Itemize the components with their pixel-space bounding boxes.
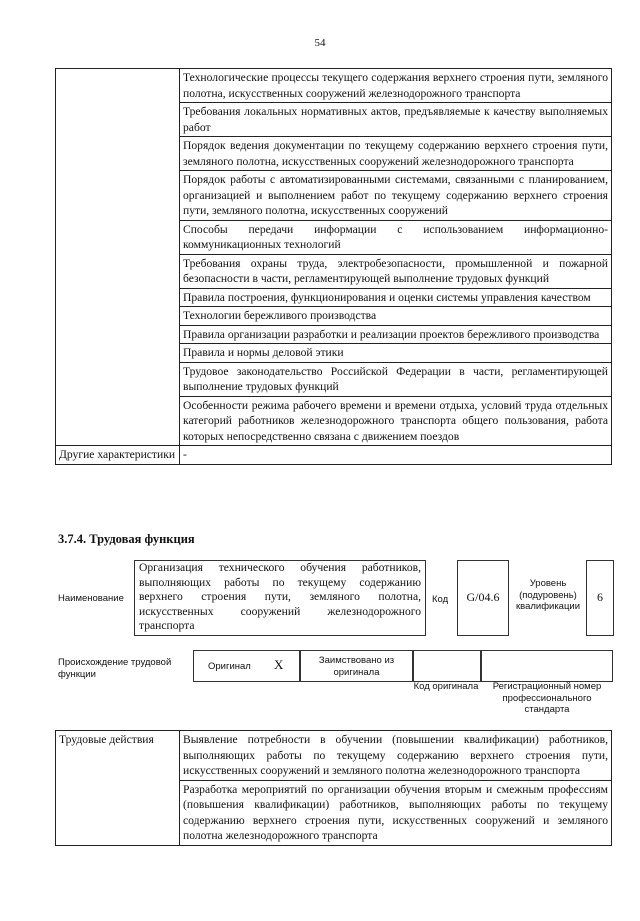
- knowledge-item: Требования охраны труда, электробезопасности, промышленной и пожарной безопасности в части, регламентирующей выполнение трудовых функций: [180, 254, 612, 288]
- borrowed-label: Заимствовано из оригинала: [318, 655, 395, 678]
- code-value: G/04.6: [466, 590, 500, 604]
- table-row: [56, 731, 612, 781]
- original-cell: [193, 650, 301, 682]
- code-box: [457, 560, 509, 636]
- knowledge-item: Трудовое законодательство Российской Федерации в части, регламентирующей выполнение трудовых функций: [180, 362, 612, 396]
- knowledge-item: Правила и нормы деловой этики: [180, 344, 612, 363]
- name-label: Наименование: [58, 593, 124, 604]
- original-label: Оригинал: [208, 661, 251, 672]
- page-number: 54: [314, 37, 326, 49]
- origin-label: Происхождение трудовой функции: [58, 657, 172, 680]
- table-row: [56, 446, 612, 465]
- actions-table: [55, 730, 612, 846]
- other-characteristics-value: -: [180, 446, 612, 465]
- knowledge-item: Порядок ведения документации по текущему содержанию верхнего строения пути, земляного полотна, искусственных сооружений железнодорожного транспорта: [180, 137, 612, 171]
- table-row: [56, 69, 612, 103]
- section-title: 3.7.4. Трудовая функция: [58, 532, 195, 546]
- actions-label: Трудовые действия: [56, 731, 180, 846]
- reg-number-caption: Регистрационный номер профессионального стандарта: [492, 681, 602, 715]
- knowledge-item: Способы передачи информации с использованием информационно-коммуникационных технологий: [180, 220, 612, 254]
- reg-number-cell: [480, 650, 613, 682]
- code-label: Код: [432, 594, 449, 605]
- level-box: [586, 560, 614, 636]
- function-name: Организация технического обучения работников, выполняющих работы по текущему содержанию верхнего строения пути, земляного полотна, искусственных сооружений железнодорожного транспорта: [139, 561, 421, 632]
- code-original-caption: Код оригинала: [413, 681, 479, 692]
- knowledge-item: Технологии бережливого производства: [180, 307, 612, 326]
- level-label: Уровень (подуровень) квалификации: [515, 578, 581, 612]
- knowledge-item: Правила построения, функционирования и оценки системы управления качеством: [180, 288, 612, 307]
- borrowed-cell: [299, 650, 414, 682]
- other-characteristics-label: Другие характеристики: [56, 446, 180, 465]
- level-value: 6: [597, 590, 603, 604]
- action-item: Разработка мероприятий по организации обучения вторым и смежным профессиям (повышения квалификации) работников, выполняющих работы по текущему содержанию верхнего строения пути, искусственных сооружений и земляного полотна железнодорожного транспорта: [180, 780, 612, 845]
- knowledge-table: [55, 68, 612, 465]
- origin-row: [193, 650, 612, 682]
- knowledge-item: Требования локальных нормативных актов, предъявляемые к качеству выполняемых работ: [180, 103, 612, 137]
- action-item: Выявление потребности в обучении (повышении квалификации) работников, выполняющих работы по текущему содержанию верхнего строения пути, искусственных сооружений и земляного полотна железнодорожного транспорта: [180, 731, 612, 781]
- original-mark: X: [274, 657, 284, 672]
- left-label-cell: [56, 69, 180, 446]
- code-original-cell: [412, 650, 482, 682]
- function-name-box: [134, 560, 426, 636]
- knowledge-item: Правила организации разработки и реализации проектов бережливого производства: [180, 325, 612, 344]
- knowledge-item: Особенности режима рабочего времени и времени отдыха, условий труда отдельных категорий работников железнодорожного транспорта общего пользования, работа которых непосредственно связана с движением поездов: [180, 396, 612, 446]
- knowledge-item: Технологические процессы текущего содержания верхнего строения пути, земляного полотна, искусственных сооружений железнодорожного транспорта: [180, 69, 612, 103]
- knowledge-item: Порядок работы с автоматизированными системами, связанными с планированием, организацией и выполнением работ по текущему содержанию верхнего строения пути, земляного полотна, искусственных сооружений: [180, 171, 612, 221]
